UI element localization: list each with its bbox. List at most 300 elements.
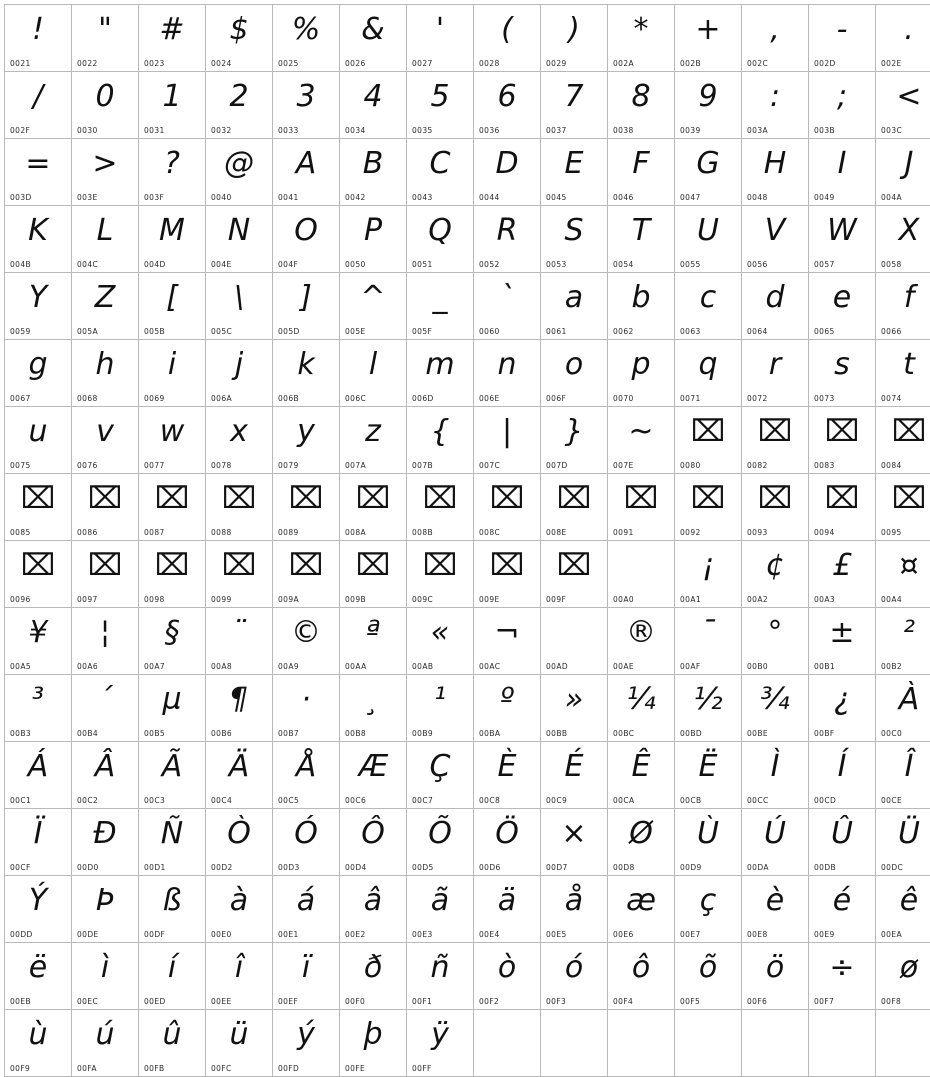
glyph-cell[interactable] <box>675 876 742 943</box>
glyph-cell[interactable] <box>876 608 930 675</box>
glyph-character: æ <box>608 878 674 924</box>
glyph-cell[interactable] <box>5 809 72 876</box>
glyph-cell[interactable] <box>809 943 876 1010</box>
glyph-cell-inner <box>206 474 272 540</box>
glyph-character: U <box>675 208 741 254</box>
glyph-cell[interactable] <box>340 206 407 273</box>
glyph-cell-inner <box>340 206 406 272</box>
glyph-character: à <box>206 878 272 924</box>
glyph-cell[interactable] <box>742 5 809 72</box>
glyph-cell[interactable] <box>608 675 675 742</box>
glyph-cell[interactable] <box>139 809 206 876</box>
glyph-codepoint: 00AE <box>613 662 634 671</box>
glyph-cell[interactable] <box>340 5 407 72</box>
glyph-cell[interactable] <box>340 943 407 1010</box>
glyph-cell[interactable] <box>474 5 541 72</box>
glyph-cell[interactable] <box>273 273 340 340</box>
glyph-cell[interactable] <box>675 139 742 206</box>
glyph-character: 2 <box>206 74 272 120</box>
glyph-cell[interactable] <box>139 72 206 139</box>
glyph-cell[interactable] <box>541 139 608 206</box>
glyph-cell[interactable] <box>675 608 742 675</box>
glyph-cell[interactable] <box>675 943 742 1010</box>
glyph-cell[interactable] <box>206 206 273 273</box>
glyph-cell[interactable] <box>273 943 340 1010</box>
glyph-cell[interactable] <box>742 474 809 541</box>
glyph-cell[interactable] <box>608 273 675 340</box>
glyph-cell[interactable] <box>273 876 340 943</box>
glyph-cell[interactable] <box>206 340 273 407</box>
glyph-cell[interactable] <box>340 407 407 474</box>
glyph-cell[interactable] <box>474 206 541 273</box>
glyph-cell[interactable] <box>72 474 139 541</box>
glyph-character: À <box>876 677 930 723</box>
glyph-cell[interactable] <box>5 139 72 206</box>
glyph-cell-inner <box>407 541 473 607</box>
glyph-cell[interactable] <box>541 742 608 809</box>
glyph-cell[interactable] <box>5 608 72 675</box>
glyph-cell[interactable] <box>72 407 139 474</box>
glyph-cell[interactable] <box>5 541 72 608</box>
glyph-cell-inner <box>809 206 875 272</box>
glyph-cell[interactable] <box>407 1010 474 1077</box>
glyph-cell[interactable] <box>876 876 930 943</box>
glyph-cell[interactable] <box>474 541 541 608</box>
glyph-codepoint: 0064 <box>747 327 768 336</box>
glyph-cell[interactable] <box>809 809 876 876</box>
glyph-cell[interactable] <box>742 407 809 474</box>
glyph-cell[interactable] <box>72 809 139 876</box>
glyph-map-body <box>5 5 930 1077</box>
glyph-cell-inner <box>675 340 741 406</box>
glyph-cell[interactable] <box>608 809 675 876</box>
glyph-cell[interactable] <box>809 206 876 273</box>
glyph-cell[interactable] <box>206 742 273 809</box>
glyph-cell[interactable] <box>273 809 340 876</box>
glyph-cell[interactable] <box>474 139 541 206</box>
glyph-cell[interactable] <box>139 541 206 608</box>
glyph-cell[interactable] <box>742 943 809 1010</box>
glyph-cell[interactable] <box>206 474 273 541</box>
glyph-cell[interactable] <box>273 1010 340 1077</box>
glyph-cell[interactable] <box>206 809 273 876</box>
glyph-cell[interactable] <box>5 273 72 340</box>
glyph-cell[interactable] <box>541 407 608 474</box>
glyph-codepoint: 003D <box>10 193 32 202</box>
glyph-cell-inner <box>407 675 473 741</box>
glyph-character: m <box>407 342 473 388</box>
glyph-cell[interactable] <box>5 5 72 72</box>
glyph-cell[interactable] <box>608 943 675 1010</box>
glyph-cell[interactable] <box>675 206 742 273</box>
glyph-cell[interactable] <box>541 72 608 139</box>
glyph-cell[interactable] <box>675 340 742 407</box>
glyph-cell-inner <box>5 809 71 875</box>
glyph-cell[interactable] <box>139 608 206 675</box>
glyph-cell[interactable] <box>809 608 876 675</box>
glyph-cell[interactable] <box>608 474 675 541</box>
glyph-cell[interactable] <box>206 943 273 1010</box>
glyph-cell[interactable] <box>541 474 608 541</box>
glyph-cell[interactable] <box>273 675 340 742</box>
glyph-cell[interactable] <box>474 876 541 943</box>
glyph-cell[interactable] <box>340 139 407 206</box>
glyph-cell[interactable] <box>72 608 139 675</box>
glyph-cell-inner <box>742 72 808 138</box>
glyph-cell[interactable] <box>340 675 407 742</box>
glyph-cell[interactable] <box>72 675 139 742</box>
glyph-cell[interactable] <box>72 742 139 809</box>
glyph-cell[interactable] <box>809 541 876 608</box>
glyph-cell[interactable] <box>5 206 72 273</box>
glyph-cell[interactable] <box>72 139 139 206</box>
glyph-cell[interactable] <box>876 5 930 72</box>
glyph-codepoint: 00CE <box>881 796 902 805</box>
glyph-codepoint: 0071 <box>680 394 701 403</box>
glyph-codepoint: 00EF <box>278 997 298 1006</box>
glyph-cell[interactable] <box>608 139 675 206</box>
glyph-character: ¦ <box>72 610 138 656</box>
glyph-cell-inner <box>5 876 71 942</box>
glyph-cell[interactable] <box>876 675 930 742</box>
glyph-cell[interactable] <box>407 407 474 474</box>
glyph-cell[interactable] <box>809 474 876 541</box>
glyph-cell[interactable] <box>206 273 273 340</box>
glyph-cell[interactable] <box>541 273 608 340</box>
glyph-cell[interactable] <box>742 675 809 742</box>
glyph-character: \ <box>206 275 272 321</box>
glyph-cell[interactable] <box>206 407 273 474</box>
glyph-cell[interactable] <box>273 608 340 675</box>
glyph-cell[interactable] <box>273 742 340 809</box>
glyph-cell-inner <box>5 943 71 1009</box>
glyph-cell-inner <box>206 72 272 138</box>
glyph-cell[interactable] <box>72 273 139 340</box>
glyph-cell[interactable] <box>273 474 340 541</box>
glyph-cell[interactable] <box>139 474 206 541</box>
glyph-cell-inner <box>273 809 339 875</box>
glyph-cell[interactable] <box>474 273 541 340</box>
glyph-cell[interactable] <box>139 876 206 943</box>
glyph-cell[interactable] <box>742 541 809 608</box>
glyph-cell-inner <box>608 407 674 473</box>
glyph-character: | <box>474 409 540 455</box>
glyph-cell[interactable] <box>206 876 273 943</box>
glyph-cell[interactable] <box>340 541 407 608</box>
glyph-character: r <box>742 342 808 388</box>
glyph-cell[interactable] <box>139 139 206 206</box>
glyph-cell[interactable] <box>809 407 876 474</box>
glyph-character <box>541 610 607 656</box>
glyph-cell[interactable] <box>407 742 474 809</box>
glyph-cell[interactable] <box>206 139 273 206</box>
glyph-cell[interactable] <box>675 809 742 876</box>
glyph-cell[interactable] <box>675 407 742 474</box>
glyph-cell[interactable] <box>340 809 407 876</box>
glyph-cell[interactable] <box>340 72 407 139</box>
glyph-cell[interactable] <box>407 541 474 608</box>
glyph-cell[interactable] <box>742 273 809 340</box>
glyph-character: ⌧ <box>809 476 875 522</box>
glyph-cell[interactable] <box>340 273 407 340</box>
glyph-character: L <box>72 208 138 254</box>
glyph-cell[interactable] <box>72 5 139 72</box>
glyph-cell[interactable] <box>876 340 930 407</box>
glyph-cell[interactable] <box>139 1010 206 1077</box>
glyph-cell[interactable] <box>474 675 541 742</box>
glyph-cell[interactable] <box>72 340 139 407</box>
glyph-cell[interactable] <box>273 72 340 139</box>
glyph-cell[interactable] <box>809 675 876 742</box>
glyph-cell[interactable] <box>72 876 139 943</box>
glyph-cell[interactable] <box>809 273 876 340</box>
glyph-cell[interactable] <box>474 809 541 876</box>
glyph-character: Ô <box>340 811 406 857</box>
glyph-cell[interactable] <box>541 876 608 943</box>
glyph-cell[interactable] <box>72 1010 139 1077</box>
glyph-cell[interactable] <box>206 675 273 742</box>
glyph-cell-inner <box>139 809 205 875</box>
glyph-cell[interactable] <box>206 5 273 72</box>
glyph-cell-inner <box>139 407 205 473</box>
glyph-codepoint: 009C <box>412 595 433 604</box>
glyph-character: â <box>340 878 406 924</box>
glyph-cell[interactable] <box>541 206 608 273</box>
glyph-cell[interactable] <box>742 206 809 273</box>
glyph-cell[interactable] <box>541 675 608 742</box>
glyph-cell[interactable] <box>139 273 206 340</box>
glyph-cell-empty <box>675 1010 742 1077</box>
glyph-cell[interactable] <box>407 876 474 943</box>
glyph-cell[interactable] <box>474 943 541 1010</box>
glyph-cell-inner <box>876 474 930 540</box>
glyph-cell[interactable] <box>608 608 675 675</box>
glyph-cell[interactable] <box>273 139 340 206</box>
glyph-character: e <box>809 275 875 321</box>
glyph-character: 3 <box>273 74 339 120</box>
glyph-cell-inner <box>809 541 875 607</box>
glyph-character: R <box>474 208 540 254</box>
glyph-cell[interactable] <box>273 340 340 407</box>
glyph-cell-inner <box>206 273 272 339</box>
glyph-cell[interactable] <box>876 541 930 608</box>
glyph-codepoint: 00B3 <box>10 729 31 738</box>
glyph-cell-inner <box>608 273 674 339</box>
glyph-cell[interactable] <box>876 474 930 541</box>
glyph-cell[interactable] <box>541 340 608 407</box>
glyph-cell[interactable] <box>407 72 474 139</box>
glyph-character: Ú <box>742 811 808 857</box>
glyph-cell[interactable] <box>876 139 930 206</box>
glyph-cell[interactable] <box>474 608 541 675</box>
glyph-cell[interactable] <box>407 474 474 541</box>
glyph-codepoint: 00CF <box>10 863 31 872</box>
glyph-cell-inner <box>273 608 339 674</box>
glyph-cell[interactable] <box>608 541 675 608</box>
glyph-cell[interactable] <box>474 474 541 541</box>
glyph-cell[interactable] <box>675 5 742 72</box>
glyph-cell[interactable] <box>876 809 930 876</box>
glyph-cell[interactable] <box>742 72 809 139</box>
glyph-cell[interactable] <box>474 742 541 809</box>
glyph-cell[interactable] <box>742 742 809 809</box>
glyph-cell[interactable] <box>876 407 930 474</box>
glyph-cell[interactable] <box>407 5 474 72</box>
glyph-character: / <box>5 74 71 120</box>
glyph-cell[interactable] <box>340 608 407 675</box>
glyph-character: * <box>608 7 674 53</box>
glyph-cell[interactable] <box>876 72 930 139</box>
glyph-cell[interactable] <box>407 675 474 742</box>
glyph-cell[interactable] <box>407 139 474 206</box>
glyph-cell[interactable] <box>407 206 474 273</box>
glyph-cell[interactable] <box>608 876 675 943</box>
glyph-cell[interactable] <box>407 340 474 407</box>
glyph-cell[interactable] <box>72 541 139 608</box>
glyph-cell[interactable] <box>407 809 474 876</box>
glyph-cell[interactable] <box>541 5 608 72</box>
glyph-cell[interactable] <box>139 407 206 474</box>
glyph-row <box>5 72 930 139</box>
glyph-codepoint: 005D <box>278 327 300 336</box>
glyph-cell[interactable] <box>809 72 876 139</box>
glyph-cell[interactable] <box>608 340 675 407</box>
glyph-cell[interactable] <box>474 340 541 407</box>
glyph-cell[interactable] <box>675 273 742 340</box>
glyph-cell[interactable] <box>340 340 407 407</box>
glyph-cell[interactable] <box>5 474 72 541</box>
glyph-cell[interactable] <box>675 675 742 742</box>
glyph-cell[interactable] <box>608 206 675 273</box>
glyph-cell[interactable] <box>675 742 742 809</box>
glyph-character: ò <box>474 945 540 991</box>
glyph-cell[interactable] <box>72 943 139 1010</box>
glyph-cell[interactable] <box>139 943 206 1010</box>
glyph-cell[interactable] <box>5 742 72 809</box>
glyph-cell[interactable] <box>206 608 273 675</box>
glyph-cell[interactable] <box>5 340 72 407</box>
glyph-cell[interactable] <box>407 943 474 1010</box>
glyph-cell[interactable] <box>5 72 72 139</box>
glyph-cell[interactable] <box>474 407 541 474</box>
glyph-cell[interactable] <box>340 742 407 809</box>
glyph-cell[interactable] <box>809 742 876 809</box>
glyph-cell[interactable] <box>675 541 742 608</box>
glyph-cell[interactable] <box>206 72 273 139</box>
glyph-cell[interactable] <box>809 340 876 407</box>
glyph-cell[interactable] <box>675 72 742 139</box>
glyph-cell[interactable] <box>5 407 72 474</box>
glyph-cell[interactable] <box>139 340 206 407</box>
glyph-cell[interactable] <box>139 206 206 273</box>
glyph-cell-inner <box>5 340 71 406</box>
glyph-cell-inner <box>340 876 406 942</box>
glyph-codepoint: 00CD <box>814 796 836 805</box>
glyph-cell[interactable] <box>5 675 72 742</box>
glyph-cell[interactable] <box>809 876 876 943</box>
glyph-cell-inner <box>675 742 741 808</box>
glyph-cell[interactable] <box>876 943 930 1010</box>
glyph-codepoint: 009E <box>479 595 500 604</box>
glyph-cell[interactable] <box>608 72 675 139</box>
glyph-cell[interactable] <box>206 1010 273 1077</box>
glyph-cell-inner <box>675 206 741 272</box>
glyph-cell[interactable] <box>541 541 608 608</box>
glyph-cell[interactable] <box>273 407 340 474</box>
glyph-cell[interactable] <box>809 139 876 206</box>
glyph-cell[interactable] <box>72 72 139 139</box>
glyph-cell-inner <box>541 474 607 540</box>
glyph-cell-inner <box>876 809 930 875</box>
glyph-cell[interactable] <box>541 943 608 1010</box>
glyph-cell-inner <box>876 273 930 339</box>
glyph-character: ¸ <box>340 677 406 723</box>
glyph-cell[interactable] <box>876 742 930 809</box>
glyph-character: Í <box>809 744 875 790</box>
glyph-cell[interactable] <box>5 943 72 1010</box>
glyph-cell[interactable] <box>876 273 930 340</box>
glyph-cell[interactable] <box>608 742 675 809</box>
glyph-cell[interactable] <box>206 541 273 608</box>
glyph-codepoint: 0084 <box>881 461 902 470</box>
glyph-cell[interactable] <box>608 5 675 72</box>
glyph-cell[interactable] <box>407 608 474 675</box>
glyph-cell[interactable] <box>340 474 407 541</box>
glyph-cell[interactable] <box>72 206 139 273</box>
glyph-codepoint: 0096 <box>10 595 31 604</box>
glyph-cell-inner <box>407 943 473 1009</box>
glyph-character: I <box>809 141 875 187</box>
glyph-cell[interactable] <box>139 675 206 742</box>
glyph-character: ¡ <box>675 543 741 589</box>
glyph-cell[interactable] <box>809 5 876 72</box>
glyph-cell[interactable] <box>541 608 608 675</box>
glyph-cell-inner <box>876 139 930 205</box>
glyph-cell[interactable] <box>541 809 608 876</box>
glyph-character: y <box>273 409 339 455</box>
glyph-cell[interactable] <box>273 541 340 608</box>
glyph-cell[interactable] <box>273 5 340 72</box>
glyph-cell[interactable] <box>407 273 474 340</box>
glyph-cell[interactable] <box>5 876 72 943</box>
glyph-cell[interactable] <box>340 1010 407 1077</box>
glyph-cell[interactable] <box>273 206 340 273</box>
glyph-cell[interactable] <box>742 876 809 943</box>
glyph-character: # <box>139 7 205 53</box>
glyph-character: á <box>273 878 339 924</box>
glyph-cell-inner <box>474 5 540 71</box>
glyph-cell[interactable] <box>742 139 809 206</box>
glyph-character: 0 <box>72 74 138 120</box>
glyph-cell[interactable] <box>742 608 809 675</box>
glyph-cell-empty <box>742 1010 809 1077</box>
glyph-cell[interactable] <box>675 474 742 541</box>
glyph-cell[interactable] <box>474 72 541 139</box>
glyph-character: a <box>541 275 607 321</box>
glyph-codepoint: 003B <box>814 126 835 135</box>
glyph-cell[interactable] <box>608 407 675 474</box>
glyph-character: ' <box>407 7 473 53</box>
glyph-cell[interactable] <box>139 742 206 809</box>
glyph-cell[interactable] <box>742 340 809 407</box>
glyph-cell[interactable] <box>5 1010 72 1077</box>
glyph-codepoint: 00E6 <box>613 930 634 939</box>
glyph-cell[interactable] <box>876 206 930 273</box>
glyph-cell[interactable] <box>742 809 809 876</box>
glyph-cell[interactable] <box>139 5 206 72</box>
glyph-character: T <box>608 208 674 254</box>
glyph-cell[interactable] <box>340 876 407 943</box>
